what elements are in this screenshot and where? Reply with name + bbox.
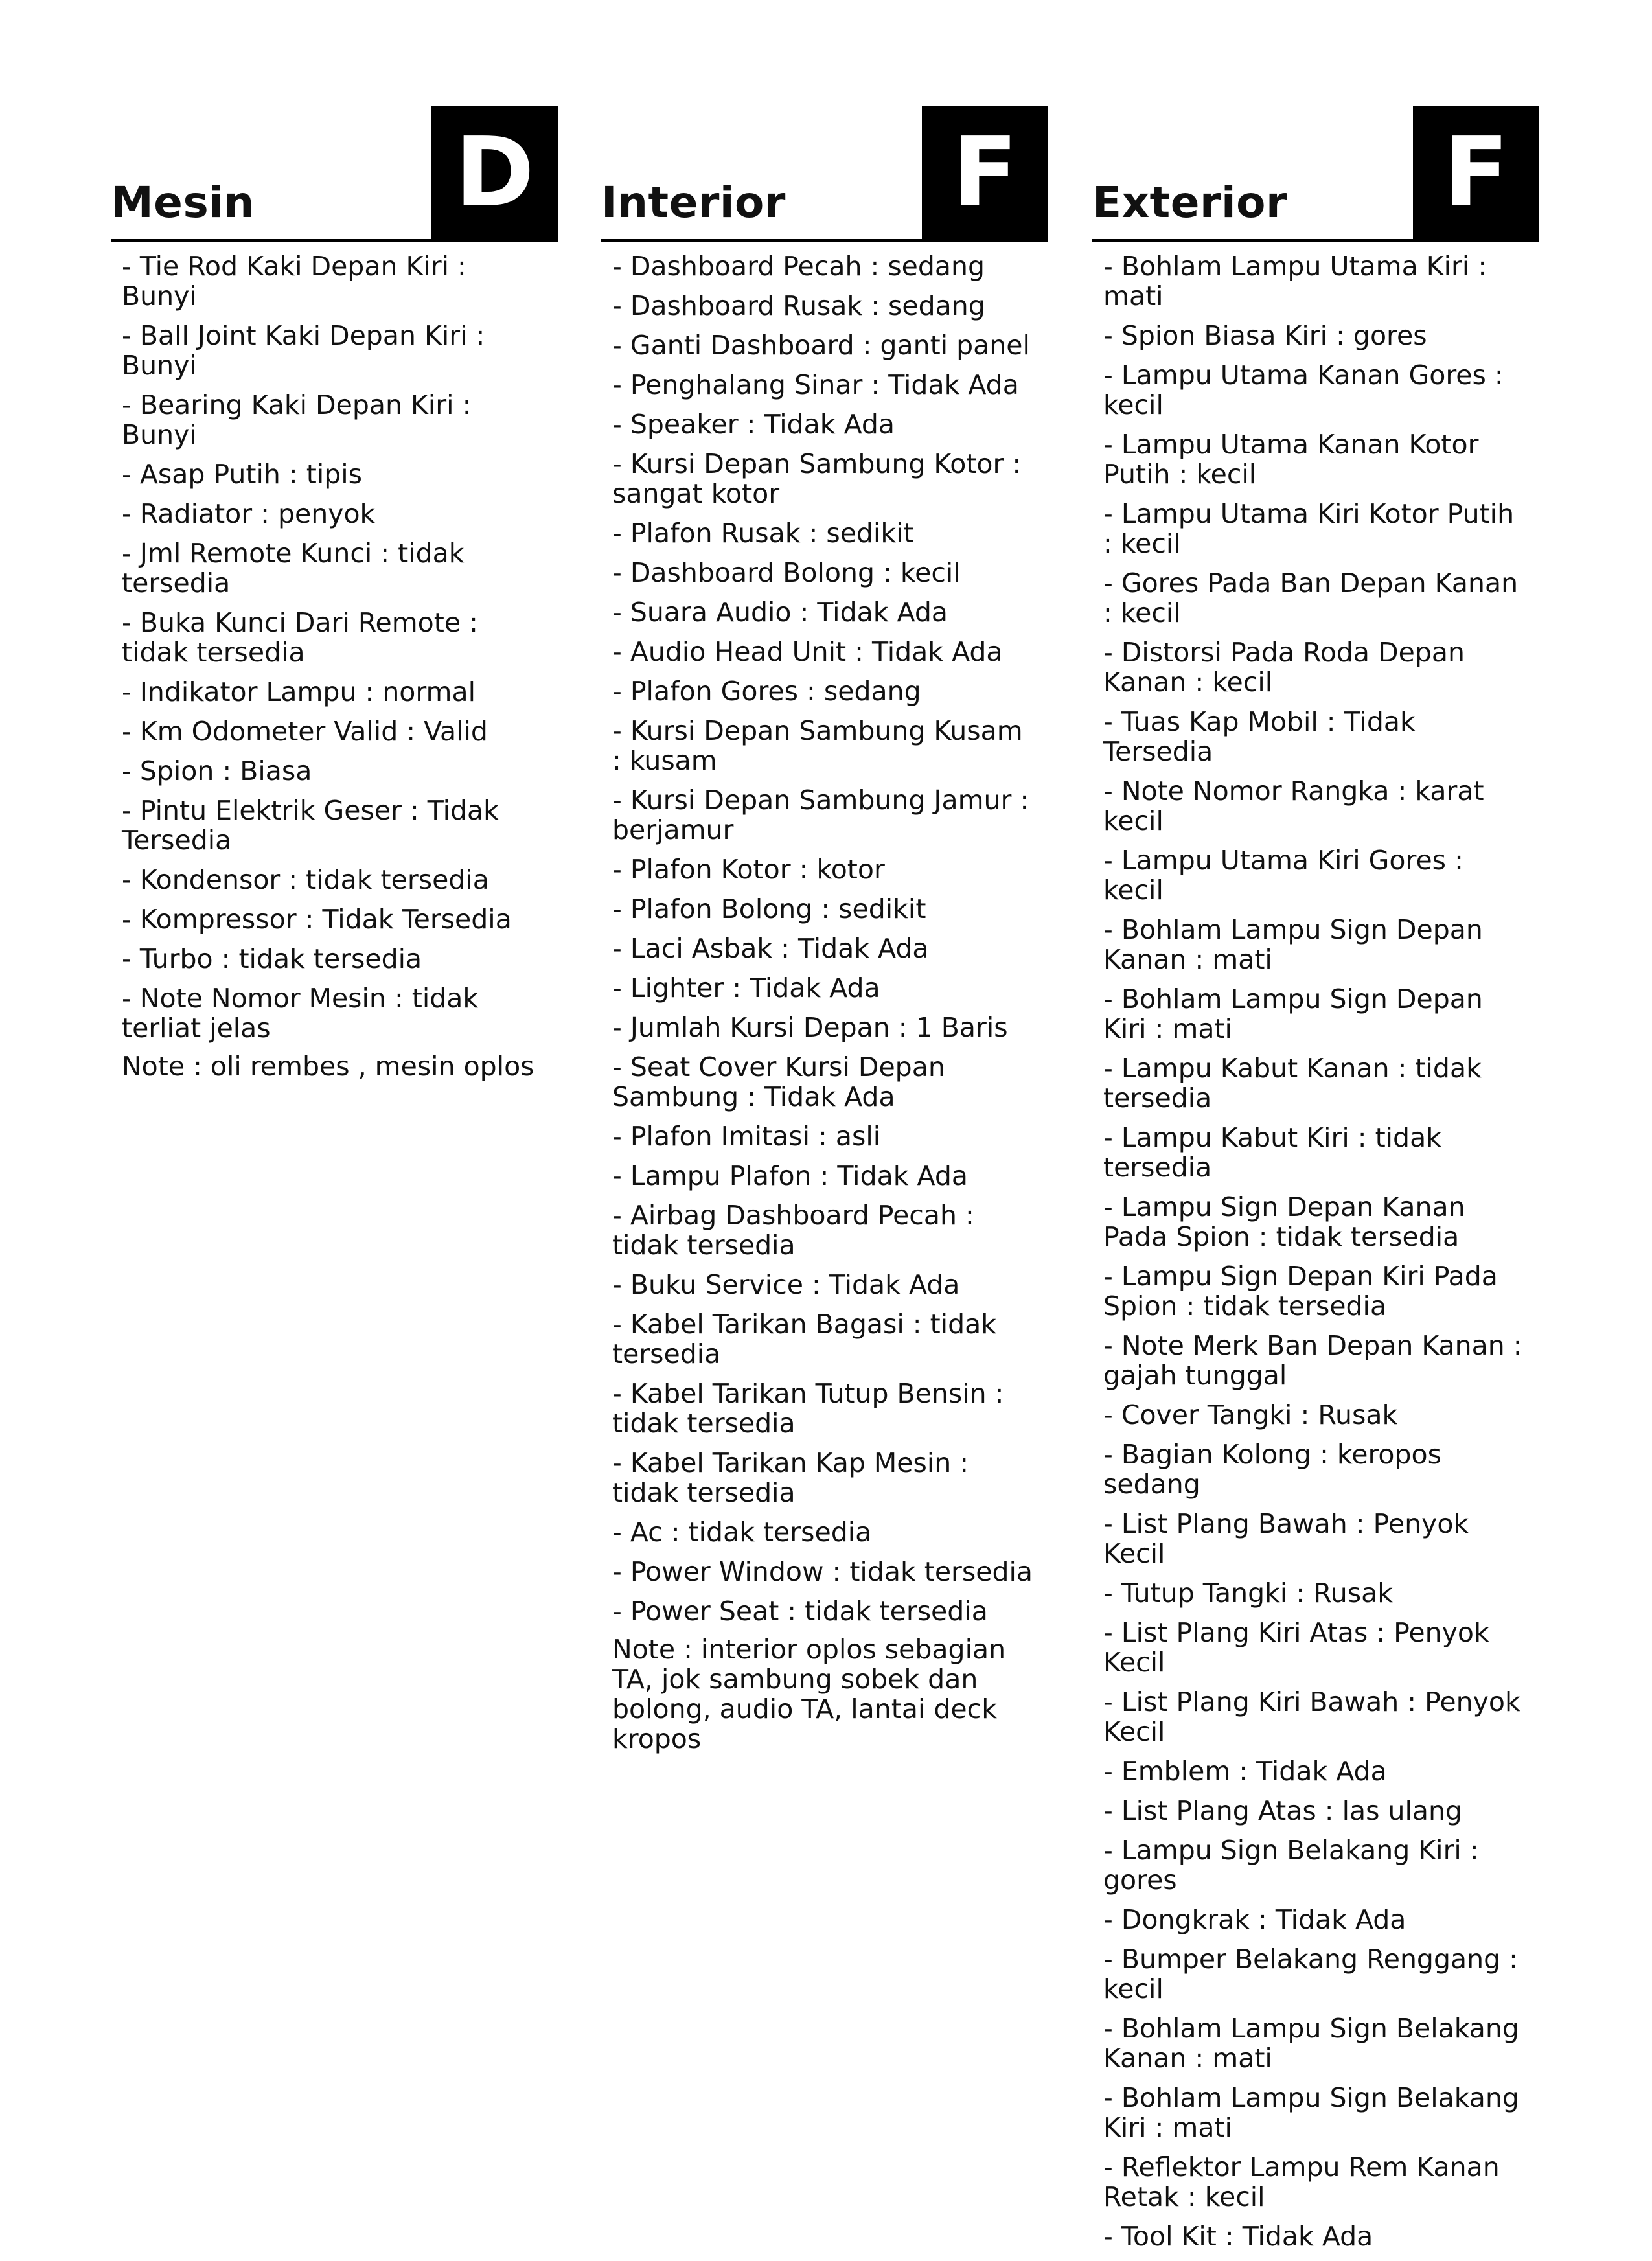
list-item: - Audio Head Unit : Tidak Ada [612, 636, 1003, 667]
list-item: - Pintu Elektrik Geser : Tidak Tersedia [122, 795, 499, 856]
list-item: - Km Odometer Valid : Valid [122, 716, 488, 747]
list-item: - Power Window : tidak tersedia [612, 1556, 1033, 1587]
grade-badge: D [431, 106, 558, 242]
list-item: - Plafon Bolong : sedikit [612, 893, 926, 924]
list-item: - Buka Kunci Dari Remote : tidak tersedia [122, 607, 478, 668]
list-item: - Bohlam Lampu Sign Belakang Kiri : mati [1103, 2082, 1519, 2143]
section-mesin [111, 106, 558, 1081]
list-item: - Jumlah Kursi Depan : 1 Baris [612, 1012, 1008, 1043]
section-exterior [1092, 106, 1539, 2261]
section-note: Note : oli rembes , mesin oplos [122, 1051, 534, 1082]
list-item: - Kabel Tarikan Tutup Bensin : tidak tersedia [612, 1378, 1004, 1439]
list-item: - Suara Audio : Tidak Ada [612, 597, 948, 628]
list-item: - Ganti Dashboard : ganti panel [612, 330, 1030, 361]
item-list [1092, 242, 1539, 2251]
list-item: - Dashboard Pecah : sedang [612, 251, 985, 282]
section-title: Interior [601, 178, 786, 227]
item-list [601, 242, 1048, 1626]
list-item: - Note Merk Ban Depan Kanan : gajah tunggal [1103, 1330, 1522, 1391]
list-item: - Plafon Kotor : kotor [612, 854, 885, 885]
list-item: - Speaker : Tidak Ada [612, 409, 895, 440]
list-item: - Cover Tangki : Rusak [1103, 1399, 1398, 1430]
list-item: - Asap Putih : tipis [122, 459, 362, 490]
list-item: - Bearing Kaki Depan Kiri : Bunyi [122, 389, 472, 450]
list-item: - Bagian Kolong : keropos sedang [1103, 1439, 1441, 1500]
list-item: - Lampu Kabut Kanan : tidak tersedia [1103, 1053, 1482, 1114]
list-item: - Bohlam Lampu Sign Belakang Kanan : mati [1103, 2013, 1519, 2074]
list-item: - Indikator Lampu : normal [122, 676, 476, 707]
list-item: - Emblem : Tidak Ada [1103, 1756, 1387, 1787]
list-item: - Lampu Utama Kiri Gores : kecil [1103, 845, 1463, 906]
list-item: - Kursi Depan Sambung Kusam : kusam [612, 715, 1023, 776]
list-item: - Kompressor : Tidak Tersedia [122, 904, 512, 935]
list-item: - List Plang Atas : las ulang [1103, 1795, 1463, 1826]
list-item: - Lampu Utama Kanan Gores : kecil [1103, 360, 1504, 420]
list-item: - Note Nomor Mesin : tidak terliat jelas [122, 983, 479, 1044]
section-title: Exterior [1092, 178, 1288, 227]
list-item: - Tutup Tangki : Rusak [1103, 1578, 1394, 1609]
list-item: - Bohlam Lampu Sign Depan Kiri : mati [1103, 983, 1483, 1044]
list-item: - Penghalang Sinar : Tidak Ada [612, 369, 1019, 400]
list-item: - Kabel Tarikan Kap Mesin : tidak tersedia [612, 1447, 969, 1508]
section-header [111, 106, 558, 242]
list-item: - Lighter : Tidak Ada [612, 972, 880, 1004]
list-item: - Spion Biasa Kiri : gores [1103, 320, 1427, 351]
list-item: - Plafon Imitasi : asli [612, 1121, 881, 1152]
list-item: - Tie Rod Kaki Depan Kiri : Bunyi [122, 251, 466, 312]
list-item: - Lampu Sign Belakang Kiri : gores [1103, 1835, 1479, 1896]
section-header [1092, 106, 1539, 242]
list-item: - Lampu Sign Depan Kanan Pada Spion : tidak tersedia [1103, 1191, 1465, 1252]
section-interior [601, 106, 1048, 1754]
list-item: - Laci Asbak : Tidak Ada [612, 933, 929, 964]
list-item: - Airbag Dashboard Pecah : tidak tersedia [612, 1200, 974, 1261]
list-item: - Kursi Depan Sambung Jamur : berjamur [612, 785, 1029, 845]
section-note: Note : interior oplos sebagian TA, jok sambung sobek dan bolong, audio TA, lantai deck kropos [612, 1634, 1006, 1754]
list-item: - Bumper Belakang Renggang : kecil [1103, 1944, 1518, 2004]
list-item: - Tuas Kap Mobil : Tidak Tersedia [1103, 706, 1416, 767]
list-item: - List Plang Kiri Atas : Penyok Kecil [1103, 1617, 1489, 1678]
list-item: - Distorsi Pada Roda Depan Kanan : kecil [1103, 637, 1465, 698]
list-item: - Lampu Plafon : Tidak Ada [612, 1160, 968, 1191]
list-item: - Seat Cover Kursi Depan Sambung : Tidak Ada [612, 1051, 945, 1112]
list-item: - Plafon Rusak : sedikit [612, 518, 914, 549]
list-item: - Reflektor Lampu Rem Kanan Retak : kecil [1103, 2152, 1500, 2212]
list-item: - Bohlam Lampu Utama Kiri : mati [1103, 251, 1487, 312]
list-item: - Dashboard Rusak : sedang [612, 290, 985, 321]
list-item: - Bohlam Lampu Sign Depan Kanan : mati [1103, 914, 1483, 975]
list-item: - Kursi Depan Sambung Kotor : sangat kotor [612, 448, 1022, 509]
list-item: - List Plang Bawah : Penyok Kecil [1103, 1508, 1469, 1569]
list-item: - Ball Joint Kaki Depan Kiri : Bunyi [122, 320, 485, 381]
grade-badge: F [1413, 106, 1539, 242]
list-item: - Lampu Utama Kiri Kotor Putih : kecil [1103, 498, 1515, 559]
list-item: - Turbo : tidak tersedia [122, 943, 422, 974]
list-item: - List Plang Kiri Bawah : Penyok Kecil [1103, 1686, 1520, 1747]
list-item: - Note Nomor Rangka : karat kecil [1103, 775, 1484, 836]
list-item: - Lampu Sign Depan Kiri Pada Spion : tidak tersedia [1103, 1261, 1498, 1322]
list-item: - Dashboard Bolong : kecil [612, 557, 961, 588]
list-item: - Tool Kit : Tidak Ada [1103, 2221, 1373, 2252]
list-item: - Spion : Biasa [122, 755, 312, 786]
list-item: - Kabel Tarikan Bagasi : tidak tersedia [612, 1309, 996, 1370]
list-item: - Power Seat : tidak tersedia [612, 1596, 988, 1627]
list-item: - Kondensor : tidak tersedia [122, 864, 489, 895]
list-item: - Dongkrak : Tidak Ada [1103, 1904, 1406, 1935]
list-item: - Radiator : penyok [122, 498, 376, 529]
list-item: - Lampu Kabut Kiri : tidak tersedia [1103, 1122, 1441, 1183]
section-title: Mesin [111, 178, 255, 227]
section-header [601, 106, 1048, 242]
list-item: - Lampu Utama Kanan Kotor Putih : kecil [1103, 429, 1479, 490]
list-item: - Jml Remote Kunci : tidak tersedia [122, 538, 465, 599]
list-item: - Buku Service : Tidak Ada [612, 1269, 960, 1300]
item-list [111, 242, 558, 1043]
list-item: - Plafon Gores : sedang [612, 676, 921, 707]
list-item: - Gores Pada Ban Depan Kanan : kecil [1103, 568, 1519, 628]
grade-badge: F [922, 106, 1048, 242]
list-item: - Ac : tidak tersedia [612, 1517, 872, 1548]
